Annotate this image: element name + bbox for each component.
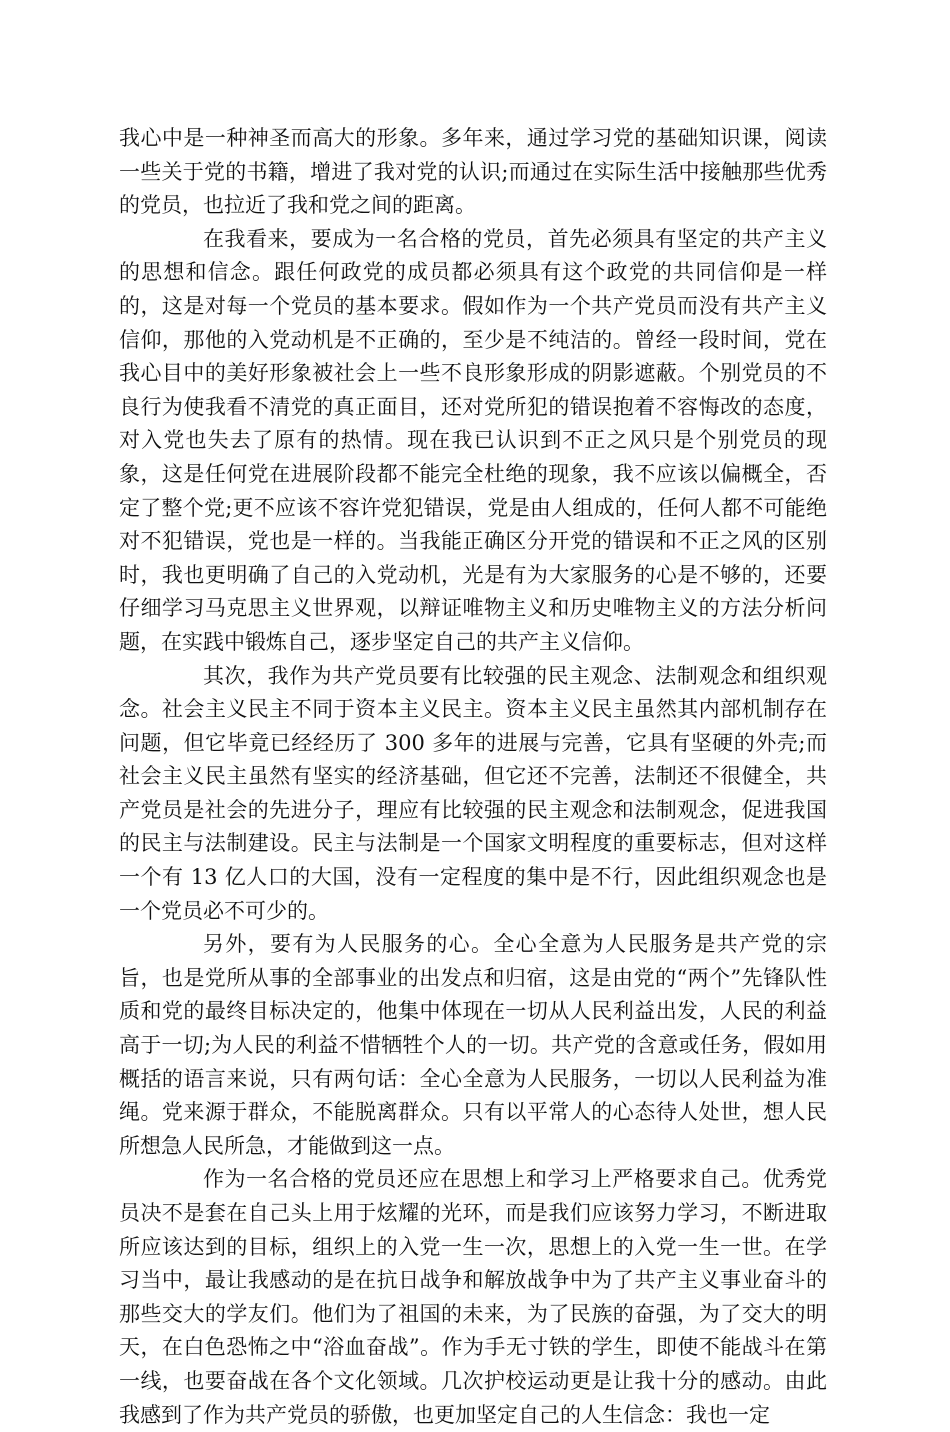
paragraph-communist-belief: 在我看来，要成为一名合格的党员，首先必须具有坚定的共产主义的思想和信念。跟任何政党的成员都必须具有这个政党的共同信仰是一样的，这是对每一个党员的基本要求。假如作为一个共产党员而没有共产主义信仰，那他的入党动机是不正确的，至少是不纯洁的。曾经一段时间，党在我心目中的美好形象被社会上一些不良形象形成的阴影遮蔽。个别党员的不良行为使我看不清党的真正面目，还对党所犯的错误抱着不容悔改的态度，对入党也失去了原有的热情。现在我已认识到不正之风只是个别党员的现象，这是任何党在进展阶段都不能完全杜绝的现象，我不应该以偏概全，否定了整个党;更不应该不容许党犯错误，党是由人组成的，任何人都不可能绝对不犯错误，党也是一样的。当我能正确区分开党的错误和不正之风的区别时，我也更明确了自己的入党动机，光是有为大家服务的心是不够的，还要仔细学习马克思主义世界观，以辩证唯物主义和历史唯物主义的方法分析问题，在实践中锻炼自己，逐步坚定自己的共产主义信仰。 bbox=[119, 226, 827, 654]
document-body bbox=[119, 122, 827, 1432]
paragraph-serve-people: 另外，要有为人民服务的心。全心全意为人民服务是共产党的宗旨，也是党所从事的全部事业的出发点和归宿，这是由党的“两个”先锋队性质和党的最终目标决定的，他集中体现在一切从人民利益出发，人民的利益高于一切;为人民的利益不惜牺牲个人的一切。共产党的含意或任务，假如用概括的语言来说，只有两句话：全心全意为人民服务，一切以人民利益为准绳。党来源于群众，不能脱离群众。只有以平常人的心态待人处世，想人民所想急人民所急，才能做到这一点。 bbox=[119, 932, 827, 1158]
paragraph-study-requirements: 作为一名合格的党员还应在思想上和学习上严格要求自己。优秀党员决不是套在自己头上用于炫耀的光环，而是我们应该努力学习，不断进取所应该达到的目标，组织上的入党一生一次，思想上的入党一生一世。在学习当中，最让我感动的是在抗日战争和解放战争中为了共产主义事业奋斗的那些交大的学友们。他们为了祖国的未来，为了民族的奋强，为了交大的明天，在白色恐怖之中“浴血奋战”。作为手无寸铁的学生，即使不能战斗在第一线，也要奋战在各个文化领域。几次护校运动更是让我十分的感动。由此我感到了作为共产党员的骄傲，也更加坚定自己的人生信念：我也一定 bbox=[119, 1167, 827, 1427]
paragraph-democracy-law: 其次，我作为共产党员要有比较强的民主观念、法制观念和组织观念。社会主义民主不同于资本主义民主。资本主义民主虽然其内部机制存在问题，但它毕竟已经经历了 300 多年的进展与完善，它具有坚硬的外壳;而社会主义民主虽然有坚实的经济基础，但它还不完善，法制还不很健全，共产党员是社会的先进分子，理应有比较强的民主观念和法制观念，促进我国的民主与法制建设。民主与法制是一个国家文明程度的重要标志，但对这样一个有 13 亿人口的大国，没有一定程度的集中是不行，因此组织观念也是一个党员必不可少的。 bbox=[119, 663, 827, 923]
paragraph-continued: 我心中是一种神圣而高大的形象。多年来，通过学习党的基础知识课，阅读一些关于党的书籍，增进了我对党的认识;而通过在实际生活中接触那些优秀的党员，也拉近了我和党之间的距离。 bbox=[119, 126, 827, 218]
